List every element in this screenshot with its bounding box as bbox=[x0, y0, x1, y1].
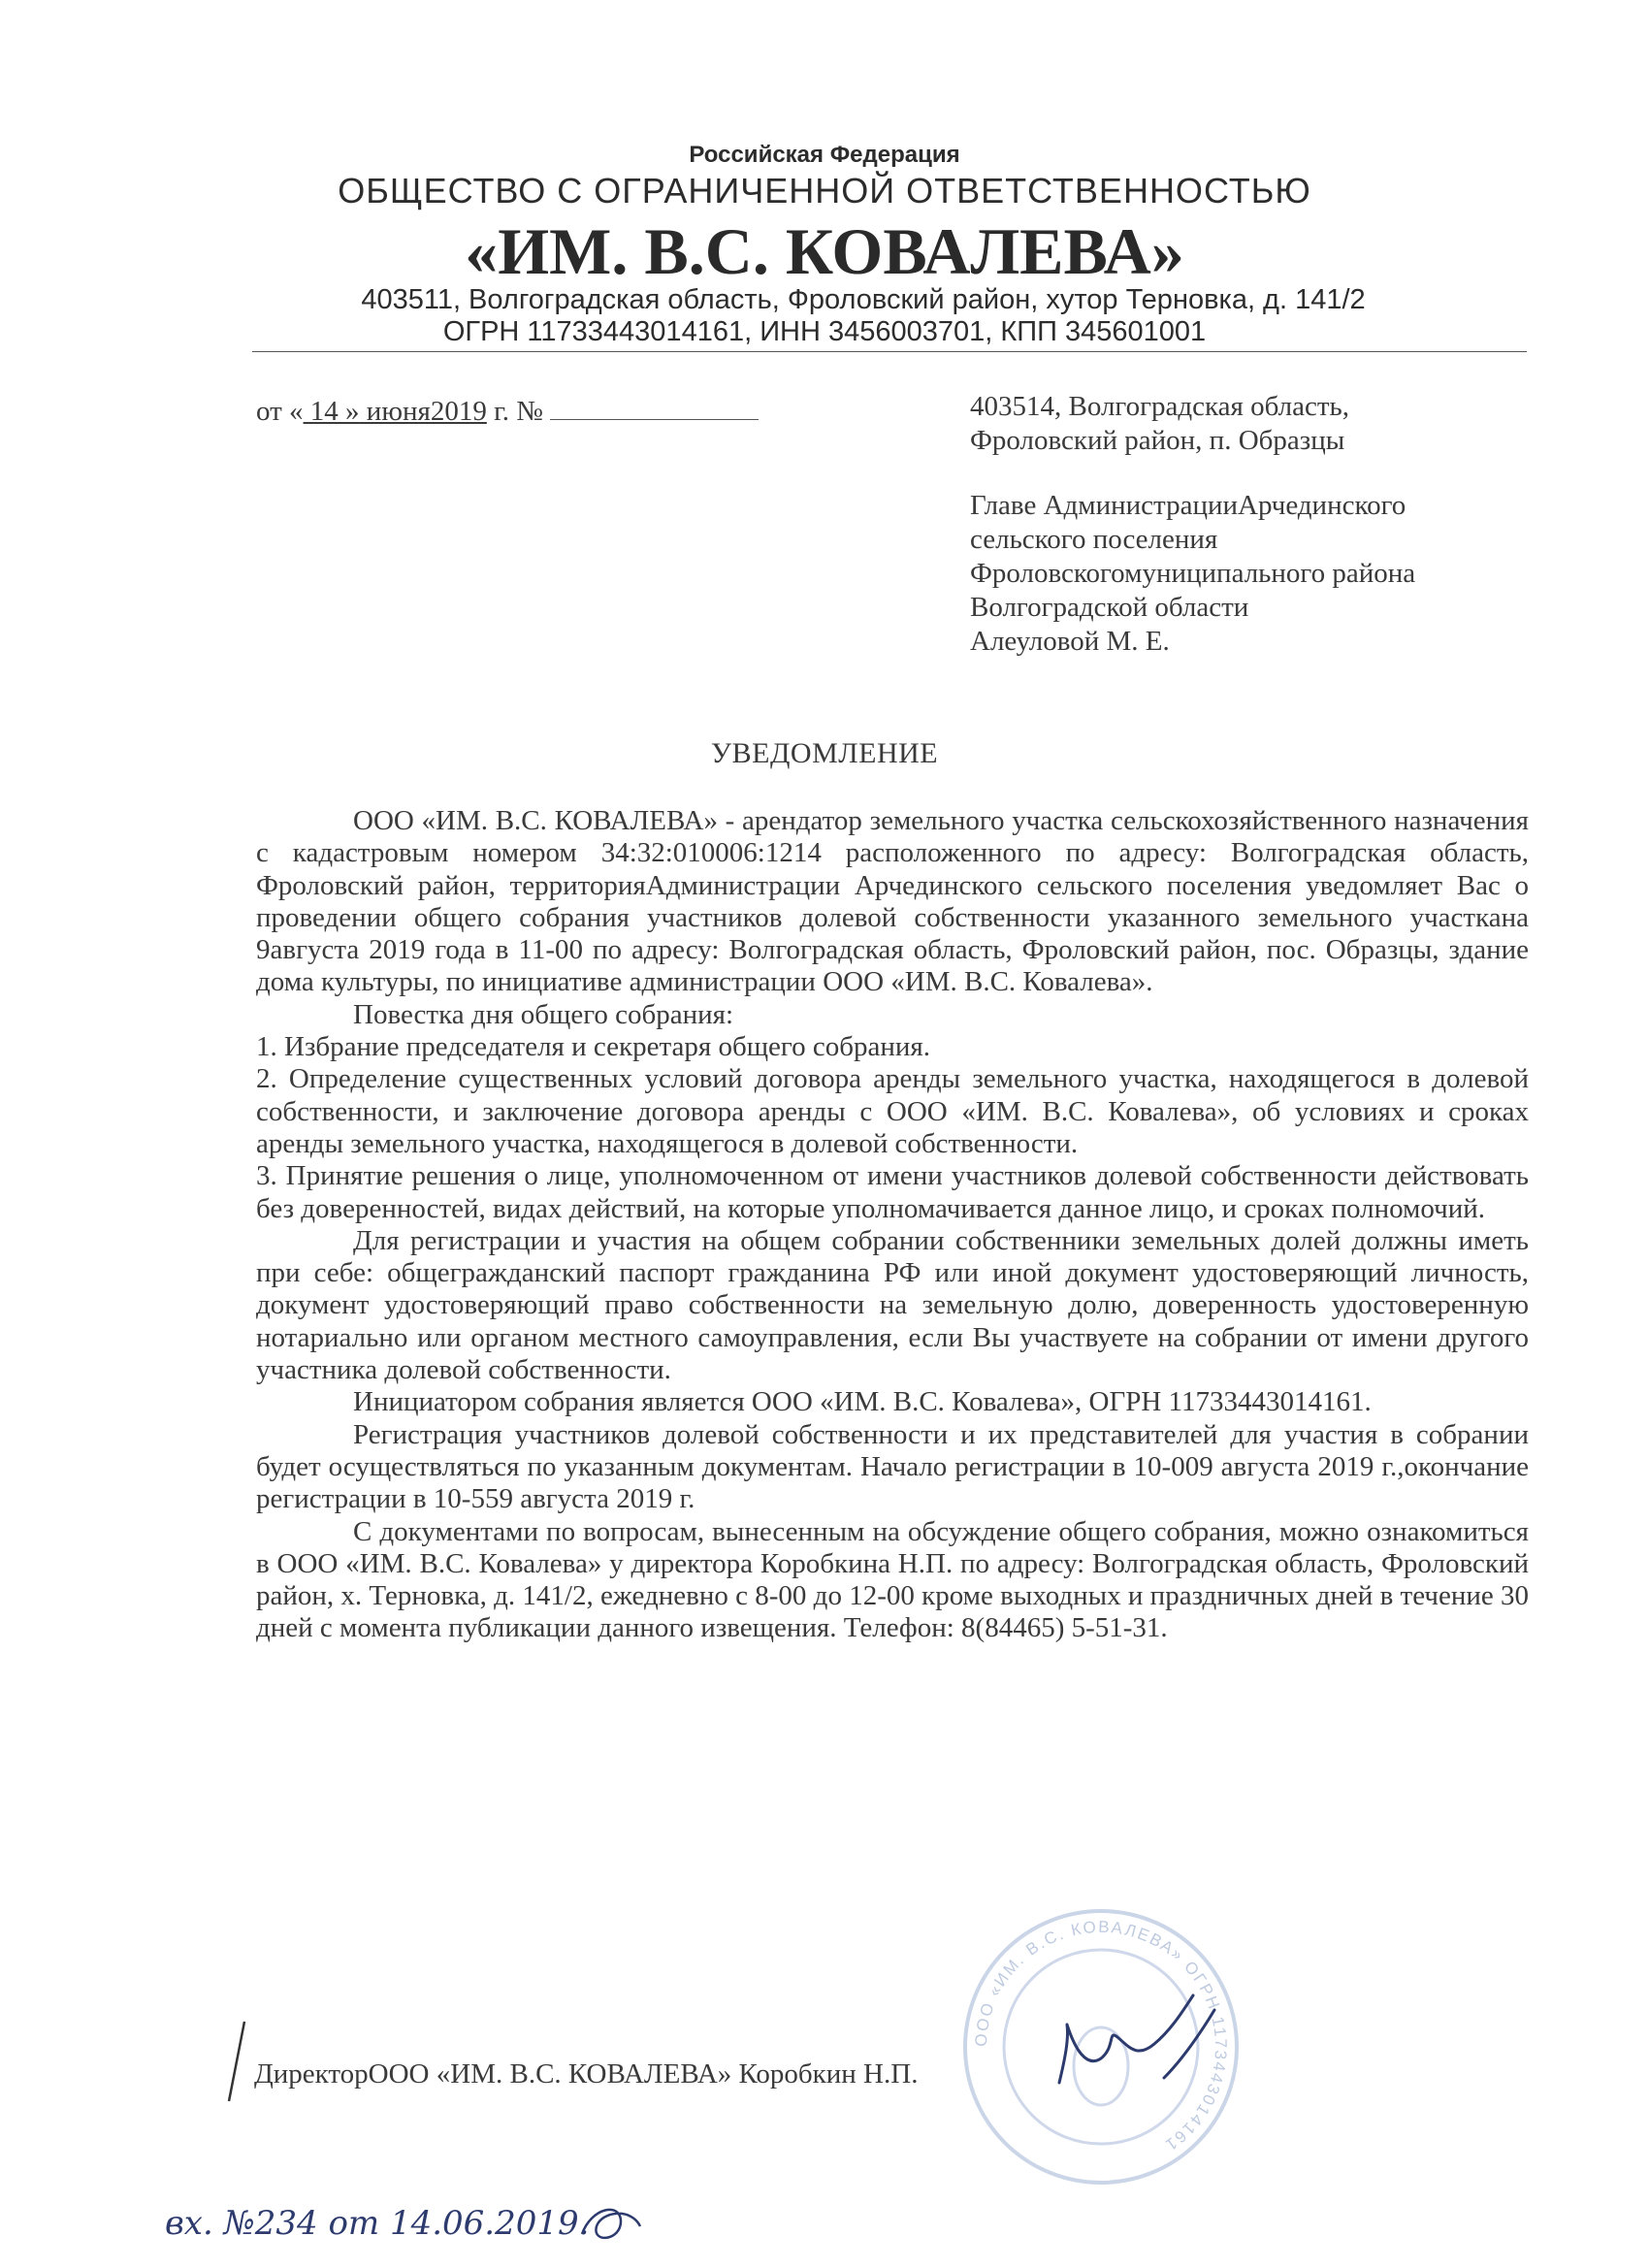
body-paragraph: С документами по вопросам, вынесенным на обсуждение общего собрания, можно ознакомиться в ООО «ИМ. В.С. Ковалева» у директора Коробкина Н.П. по адресу: Волгоградская область, Фроловский район, х. Терновка, д. 141/2, ежедневно с 8-00 до 12-00 кроме выходных и праздничных дней в течение 30 дней с момента публикации данного извещения. Телефон: 8(84465) 5-51-31. bbox=[256, 1515, 1529, 1644]
reference-line bbox=[256, 396, 759, 428]
recipient-line: Главе АдминистрацииАрчединского bbox=[970, 490, 1406, 521]
header-divider bbox=[252, 351, 1527, 352]
agenda-item: 3. Принятие решения о лице, уполномоченном от имени участников долевой собственности действовать без доверенностей, видах действий, на которые уполномачивается данное лицо, и сроках полномочий. bbox=[256, 1160, 1529, 1224]
org-registration: ОГРН 11733443014161, ИНН 3456003701, КПП 345601001 bbox=[442, 316, 1207, 347]
recipient-address-line: Фроловский район, п. Образцы bbox=[970, 425, 1345, 456]
ref-number-blank bbox=[550, 398, 759, 420]
recipient-line: Волгоградской области bbox=[970, 592, 1249, 623]
stamp-text: ООО «ИМ. В.С. КОВАЛЕВА» ОГРН 1173443014161 bbox=[971, 1917, 1231, 2155]
recipient-line: Фроловскогомуниципального района bbox=[970, 558, 1416, 589]
signature-mark bbox=[223, 2018, 252, 2105]
org-type-heading: ОБЩЕСТВО С ОГРАНИЧЕННОЙ ОТВЕТСТВЕННОСТЬЮ bbox=[338, 171, 1311, 211]
agenda-title: Повестка дня общего собрания: bbox=[353, 998, 734, 1030]
document-title: УВЕДОМЛЕНИЕ bbox=[710, 737, 939, 769]
org-address: 403511, Волгоградская область, Фроловский район, хутор Терновка, д. 141/2 bbox=[361, 284, 1366, 315]
ref-day: 14 » bbox=[303, 396, 360, 427]
handwritten-signature bbox=[1048, 1991, 1242, 2097]
org-name-heading: «ИМ. В.С. КОВАЛЕВА» bbox=[465, 214, 1184, 288]
recipient-block bbox=[970, 390, 1552, 659]
ref-suffix: г. № bbox=[486, 396, 543, 427]
ref-prefix: от « bbox=[256, 396, 304, 427]
body-paragraph: Регистрация участников долевой собственности и их представителей для участия в собрании будет осуществляться по указанным документам. Начало регистрации в 10-009 августа 2019 г.,окончание регистрации в 10-559 августа 2019 г. bbox=[256, 1418, 1529, 1515]
recipient-name: Алеуловой М. Е. bbox=[970, 626, 1170, 657]
recipient-line: сельского поселения bbox=[970, 524, 1218, 555]
body-paragraph: Для регистрации и участия на общем собрании собственники земельных долей должны иметь при себе: общегражданский паспорт гражданина РФ или иной документ удостоверяющий личность, документ удостоверяющий право собственности на земельную долю, доверенность удостоверенную нотариально или органом местного самоуправления, если Вы участвуете на собрании от имени другого участника долевой собственности. bbox=[256, 1224, 1529, 1386]
country-heading: Российская Федерация bbox=[689, 142, 960, 168]
document-body bbox=[256, 805, 1529, 1645]
signature-line: ДиректорООО «ИМ. В.С. КОВАЛЕВА» Коробкин Н.П. bbox=[254, 2058, 919, 2090]
ref-month-year: июня2019 bbox=[359, 396, 487, 427]
recipient-address-line: 403514, Волгоградская область, bbox=[970, 391, 1350, 422]
handwritten-incoming-note bbox=[165, 2187, 669, 2255]
agenda-item: 2. Определение существенных условий договора аренды земельного участка, находящегося в долевой собственности, и заключение договора аренды с ООО «ИМ. В.С. Ковалева», об условиях и сроках аренды земельного участка, находящегося в долевой собственности. bbox=[256, 1063, 1529, 1159]
agenda-item: 1. Избрание председателя и секретаря общего собрания. bbox=[256, 1031, 930, 1063]
body-paragraph: ООО «ИМ. В.С. КОВАЛЕВА» - арендатор земельного участка сельскохозяйственного назначения с кадастровым номером 34:32:010006:1214 расположенного по адресу: Волгоградская область, Фроловский район, территорияАдминистрации Арчединского сельского поселения уведомляет Вас о проведении общего собрания участников долевой собственности указанного земельного участкана 9августа 2019 года в 11-00 по адресу: Волгоградская область, Фроловский район, пос. Образцы, здание дома культуры, по инициативе администрации ООО «ИМ. В.С. Ковалева». bbox=[256, 805, 1529, 998]
incoming-note-text: вх. №234 от 14.06.2019. bbox=[165, 2204, 590, 2243]
body-paragraph: Инициатором собрания является ООО «ИМ. В.С. Ковалева», ОГРН 11733443014161. bbox=[353, 1386, 1372, 1418]
